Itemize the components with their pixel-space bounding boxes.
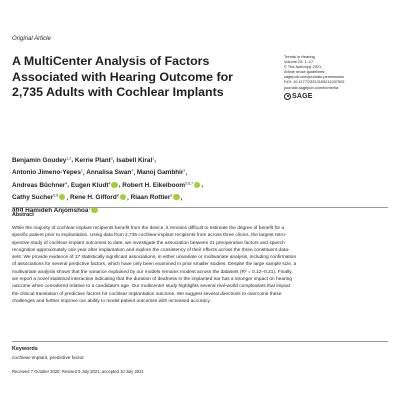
journal-doi[interactable]: DOI: 10.1177/23312165211037525 [284, 79, 345, 85]
journal-volume: Volume 25: 1–17 [284, 59, 314, 65]
author-name: Robert H. Eikelboom$^{5,6,7}$ [122, 181, 194, 189]
abstract-line: the clinical translation of predictive factors for cochlear implantation outcome. We suggest several directions to overcome these [12, 291, 282, 297]
journal-info [284, 54, 394, 100]
section-divider [12, 341, 388, 342]
author-affiliation: 8 [116, 193, 119, 198]
abstract-line: challenges and further improve our ability to model patient outcomes with increased accuracy. [12, 298, 211, 304]
author-affiliation: 1,2 [66, 156, 72, 160]
author-name: Andreas Büchner$^4$ [12, 181, 68, 189]
author-affiliation: 1 [88, 206, 91, 211]
author-affiliation: 1 [152, 156, 155, 160]
keywords-list: cochlear-implant, predictive factor [12, 356, 84, 361]
author-line: Benjamin Goudey$^{1,2}$, Kerrie Plant$^3$, Isabell Kiral$^1$, [12, 156, 157, 164]
journal-name: Trends in Hearing [284, 54, 315, 59]
article-type-label: Original Article [12, 36, 51, 42]
author-line [12, 203, 312, 216]
abstract-line: specific patient prior to implantation. Using data from 2,735 cochlear-implant recipients from across three clinics, the largest retro- [12, 233, 287, 239]
abstract-line: recognition approximately one year after implantation and explore the consistency of their effects across the three constituent data- [12, 247, 290, 253]
keywords-heading: Keywords [12, 346, 38, 352]
received-dates: Received 7 October 2020; Revised 5 July 2021; accepted 10 July 2021 [12, 369, 144, 374]
author-name: Kerrie Plant$^3$ [74, 156, 113, 164]
author-affiliation: 1 [183, 168, 186, 173]
abstract-line: sets. We provide evidence of 17 statistically significant associations, in either univariate or multivariate analysis, including confirmation [12, 255, 297, 261]
abstract-line: spective study of cochlear-implant outcomes to date, we investigate the association between 21 preoperative factors and speech [12, 240, 285, 246]
author-name: Cathy Sucher$^{5,6}$ [12, 193, 59, 202]
journal-url[interactable]: journals.sagepub.com/home/tia [284, 84, 339, 90]
title-line: Associated with Hearing Outcome for [12, 69, 234, 84]
abstract-line: outcome when considered relative to a candidate's age. Our multicenter study highlights several real-world complexities that impact [12, 284, 291, 290]
author-name: Isabell Kiral$^1$ [116, 156, 155, 164]
author-line: Antonio Jimeno-Yepes$^1$, Annalisa Swan$^1$, Manoj Gambhir$^1$, [12, 168, 188, 177]
orcid-icon[interactable] [120, 194, 126, 200]
author-name: Hamideh Anjomshoa$^1$ [25, 206, 91, 214]
author-affiliation: 5,6 [53, 193, 59, 198]
author-affiliation: 4 [65, 181, 68, 186]
publisher-name: SAGE [292, 92, 313, 100]
author-affiliation: 1 [80, 168, 83, 173]
journal-reuse: Article reuse guidelines: [284, 69, 326, 75]
author-affiliation: 1 [131, 168, 134, 173]
abstract-line: of associations for several predictive factors, which have only been examined in prior smaller studies. Despite the large sample size, a [12, 262, 297, 268]
orcid-icon[interactable] [59, 194, 65, 200]
orcid-icon[interactable] [173, 194, 179, 200]
abstract-line: While the majority of cochlear implant recipients benefit from the device, it remains difficult to estimate the degree of benefit for a [12, 226, 285, 231]
author-conjunction: and [12, 206, 26, 214]
author-name: Riaan Rottier$^9$ [130, 193, 173, 202]
abstract-heading: Abstract [12, 212, 34, 218]
journal-copyright: © The Author(s) 2021 [284, 64, 322, 70]
author-name: Eugen Kludt$^4$ [70, 181, 111, 189]
article-title [12, 54, 274, 101]
author-name: Rene H. Gifford$^8$ [69, 193, 119, 202]
author-line: Andreas Büchner$^4$, Eugen Kludt$^4$ , Robert H. Eikelboom$^{5,6,7}$ , [12, 181, 204, 189]
orcid-icon[interactable] [111, 182, 117, 188]
orcid-icon[interactable] [194, 182, 200, 188]
author-name: Benjamin Goudey$^{1,2}$ [12, 156, 72, 164]
author-name: Manoj Gambhir$^1$ [136, 168, 186, 177]
abstract-line: multivariate analysis shows that the variance explained by our models remains modest across the datasets (R² = 0.12–0.21). Finally, [12, 269, 293, 275]
sage-logo [284, 93, 394, 100]
author-affiliation: 4 [108, 181, 111, 186]
abstract-body [12, 225, 388, 305]
sage-logo-icon [284, 93, 291, 100]
journal-reuse-link[interactable]: sagepub.com/journals-permissions [284, 74, 345, 80]
author-name: Annalisa Swan$^1$ [86, 168, 134, 177]
author-affiliation: 3 [110, 156, 113, 160]
title-line: 2,735 Adults with Cochlear Implants [12, 85, 224, 99]
author-affiliation: 9 [170, 193, 173, 198]
title-line: A MultiCenter Analysis of Factors [12, 54, 210, 68]
abstract-line: we report a novel statistical interaction indicating that the duration of deafness in the implanted ear has a stronger impact on hearing [12, 277, 292, 283]
author-line: Cathy Sucher$^{5,6}$ , Rene H. Gifford$^8$ , Riaan Rottier$^9$ , [12, 193, 183, 202]
author-affiliation: 5,6,7 [185, 181, 194, 186]
author-name: Antonio Jimeno-Yepes$^1$ [12, 168, 83, 177]
